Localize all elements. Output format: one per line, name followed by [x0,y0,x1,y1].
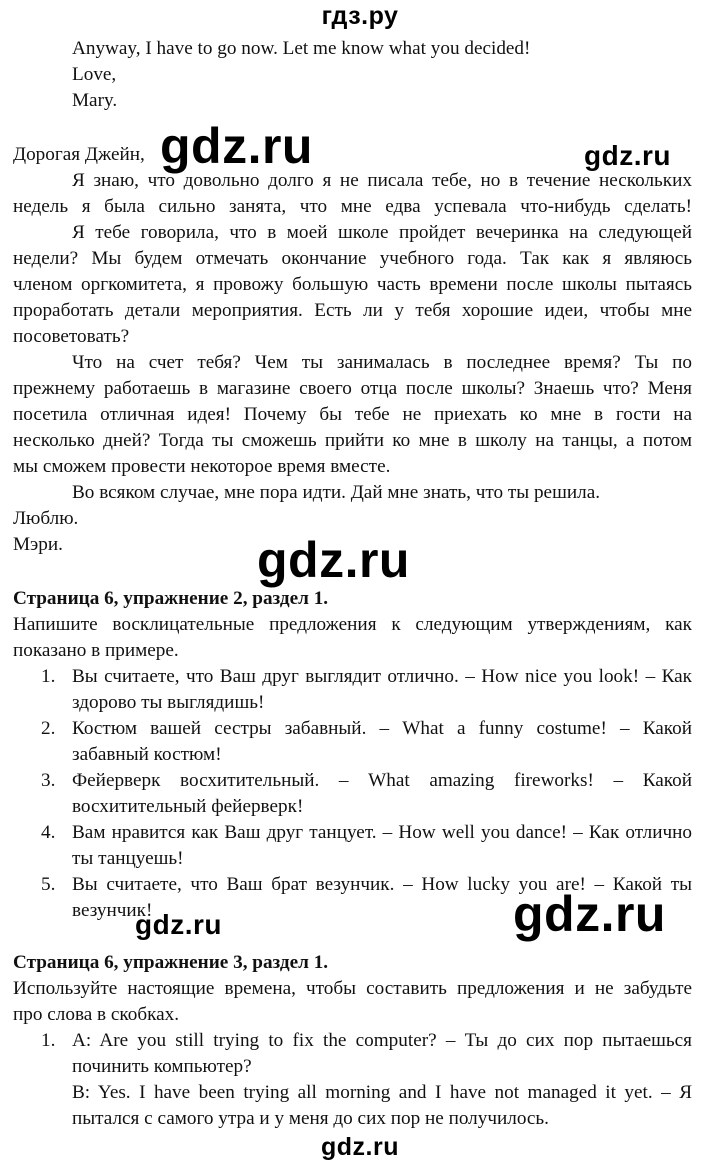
russian-letter-salutation: Дорогая Джейн, [13,144,145,165]
exercise2-instruction-line: Напишите восклицательные предложения к следующим утверждениям, как [13,614,692,635]
russian-letter-p1-line: Я знаю, что довольно долго я не писала тебе, но в течение нескольких [72,170,692,191]
russian-letter-p2-line: посоветовать? [13,326,130,347]
exercise2-item-line: забавный костюм! [72,744,222,765]
russian-letter-p2-line: проработать детали мероприятия. Есть ли у тебя хорошие идеи, чтобы мне [13,300,692,321]
english-letter-closing: Love, [72,64,117,85]
watermark-logo: gdz.ru [513,886,666,942]
exercise2-item-line: восхитительный фейерверк! [72,796,304,817]
exercise2-item-number: 2. [41,718,56,739]
watermark-logo: gdz.ru [135,909,222,940]
exercise2-item-line: здорово ты выглядишь! [72,692,265,713]
russian-letter-p3-line: прежнему работаешь в магазине своего отца после школы? Знаешь что? Меня [13,378,692,399]
russian-letter-p2-line: Я тебе говорила, что в моей школе пройдет вечеринка на следующей [72,222,692,243]
watermark-logo: gdz.ru [257,532,410,588]
exercise2-item-line: Фейерверк восхитительный. – What amazing fireworks! – Какой [72,770,692,791]
exercise2-item-line: ты танцуешь! [72,848,184,869]
exercise2-item-number: 4. [41,822,56,843]
exercise3-heading: Страница 6, упражнение 3, раздел 1. [13,952,329,973]
exercise3-item-number: 1. [41,1030,56,1051]
exercise3-item-line-b: пытался с самого утра и у меня до сих пор не получилось. [72,1108,549,1129]
exercise2-heading: Страница 6, упражнение 2, раздел 1. [13,588,329,609]
exercise3-item-line-a: A: Are you still trying to fix the computer? – Ты до сих пор пытаешься [72,1030,692,1051]
russian-letter-p1-line: недель я была сильно занята, что мне едва успевала что-нибудь сделать! [13,196,692,217]
exercise2-item-number: 3. [41,770,56,791]
exercise3-item-line-a: починить компьютер? [72,1056,252,1077]
header-watermark: гдз.ру [321,2,399,30]
exercise2-item-number: 5. [41,874,56,895]
russian-letter-closing: Люблю. [13,508,79,529]
exercise2-item-line: Вам нравится как Ваш друг танцует. – How well you dance! – Как отлично [72,822,692,843]
watermark-logo: gdz.ru [160,118,313,174]
footer-watermark: gdz.ru [321,1133,399,1161]
russian-letter-p2-line: членом оргкомитета, я провожу большую часть времени после школы пытаясь [13,274,692,295]
russian-letter-signature: Мэри. [13,534,63,555]
russian-letter-p3-line: несколько дней? Тогда ты сможешь прийти ко мне в школу на танцы, а потом [13,430,692,451]
exercise3-instruction-line: про слова в скобках. [13,1004,180,1025]
exercise3-instruction-line: Используйте настоящие времена, чтобы составить предложения и не забудьте [13,978,692,999]
exercise2-item-number: 1. [41,666,56,687]
exercise2-item-line: везунчик! [72,900,153,921]
exercise2-item-line: Вы считаете, что Ваш брат везунчик. – How lucky you are! – Какой ты [72,874,692,895]
english-letter-signature: Mary. [72,90,118,111]
russian-letter-p2-line: недели? Мы будем отмечать окончание учебного года. Так как я являюсь [13,248,692,269]
exercise2-instruction-line: показано в примере. [13,640,179,661]
exercise2-item-line: Вы считаете, что Ваш друг выглядит отлично. – How nice you look! – Как [72,666,692,687]
english-letter-line: Anyway, I have to go now. Let me know what you decided! [72,38,531,59]
watermark-logo: gdz.ru [584,140,671,171]
russian-letter-p3-line: посетила отличная идея! Почему бы тебе не приехать ко мне в гости на [13,404,692,425]
russian-letter-p3-line: мы сможем провести некоторое время вместе. [13,456,391,477]
russian-letter-p3-line: Что на счет тебя? Чем ты занималась в последнее время? Ты по [72,352,692,373]
exercise3-item-line-b: B: Yes. I have been trying all morning and I have not managed it yet. – Я [72,1082,692,1103]
exercise2-item-line: Костюм вашей сестры забавный. – What a funny costume! – Какой [72,718,692,739]
russian-letter-p4: Во всяком случае, мне пора идти. Дай мне знать, что ты решила. [72,482,601,503]
